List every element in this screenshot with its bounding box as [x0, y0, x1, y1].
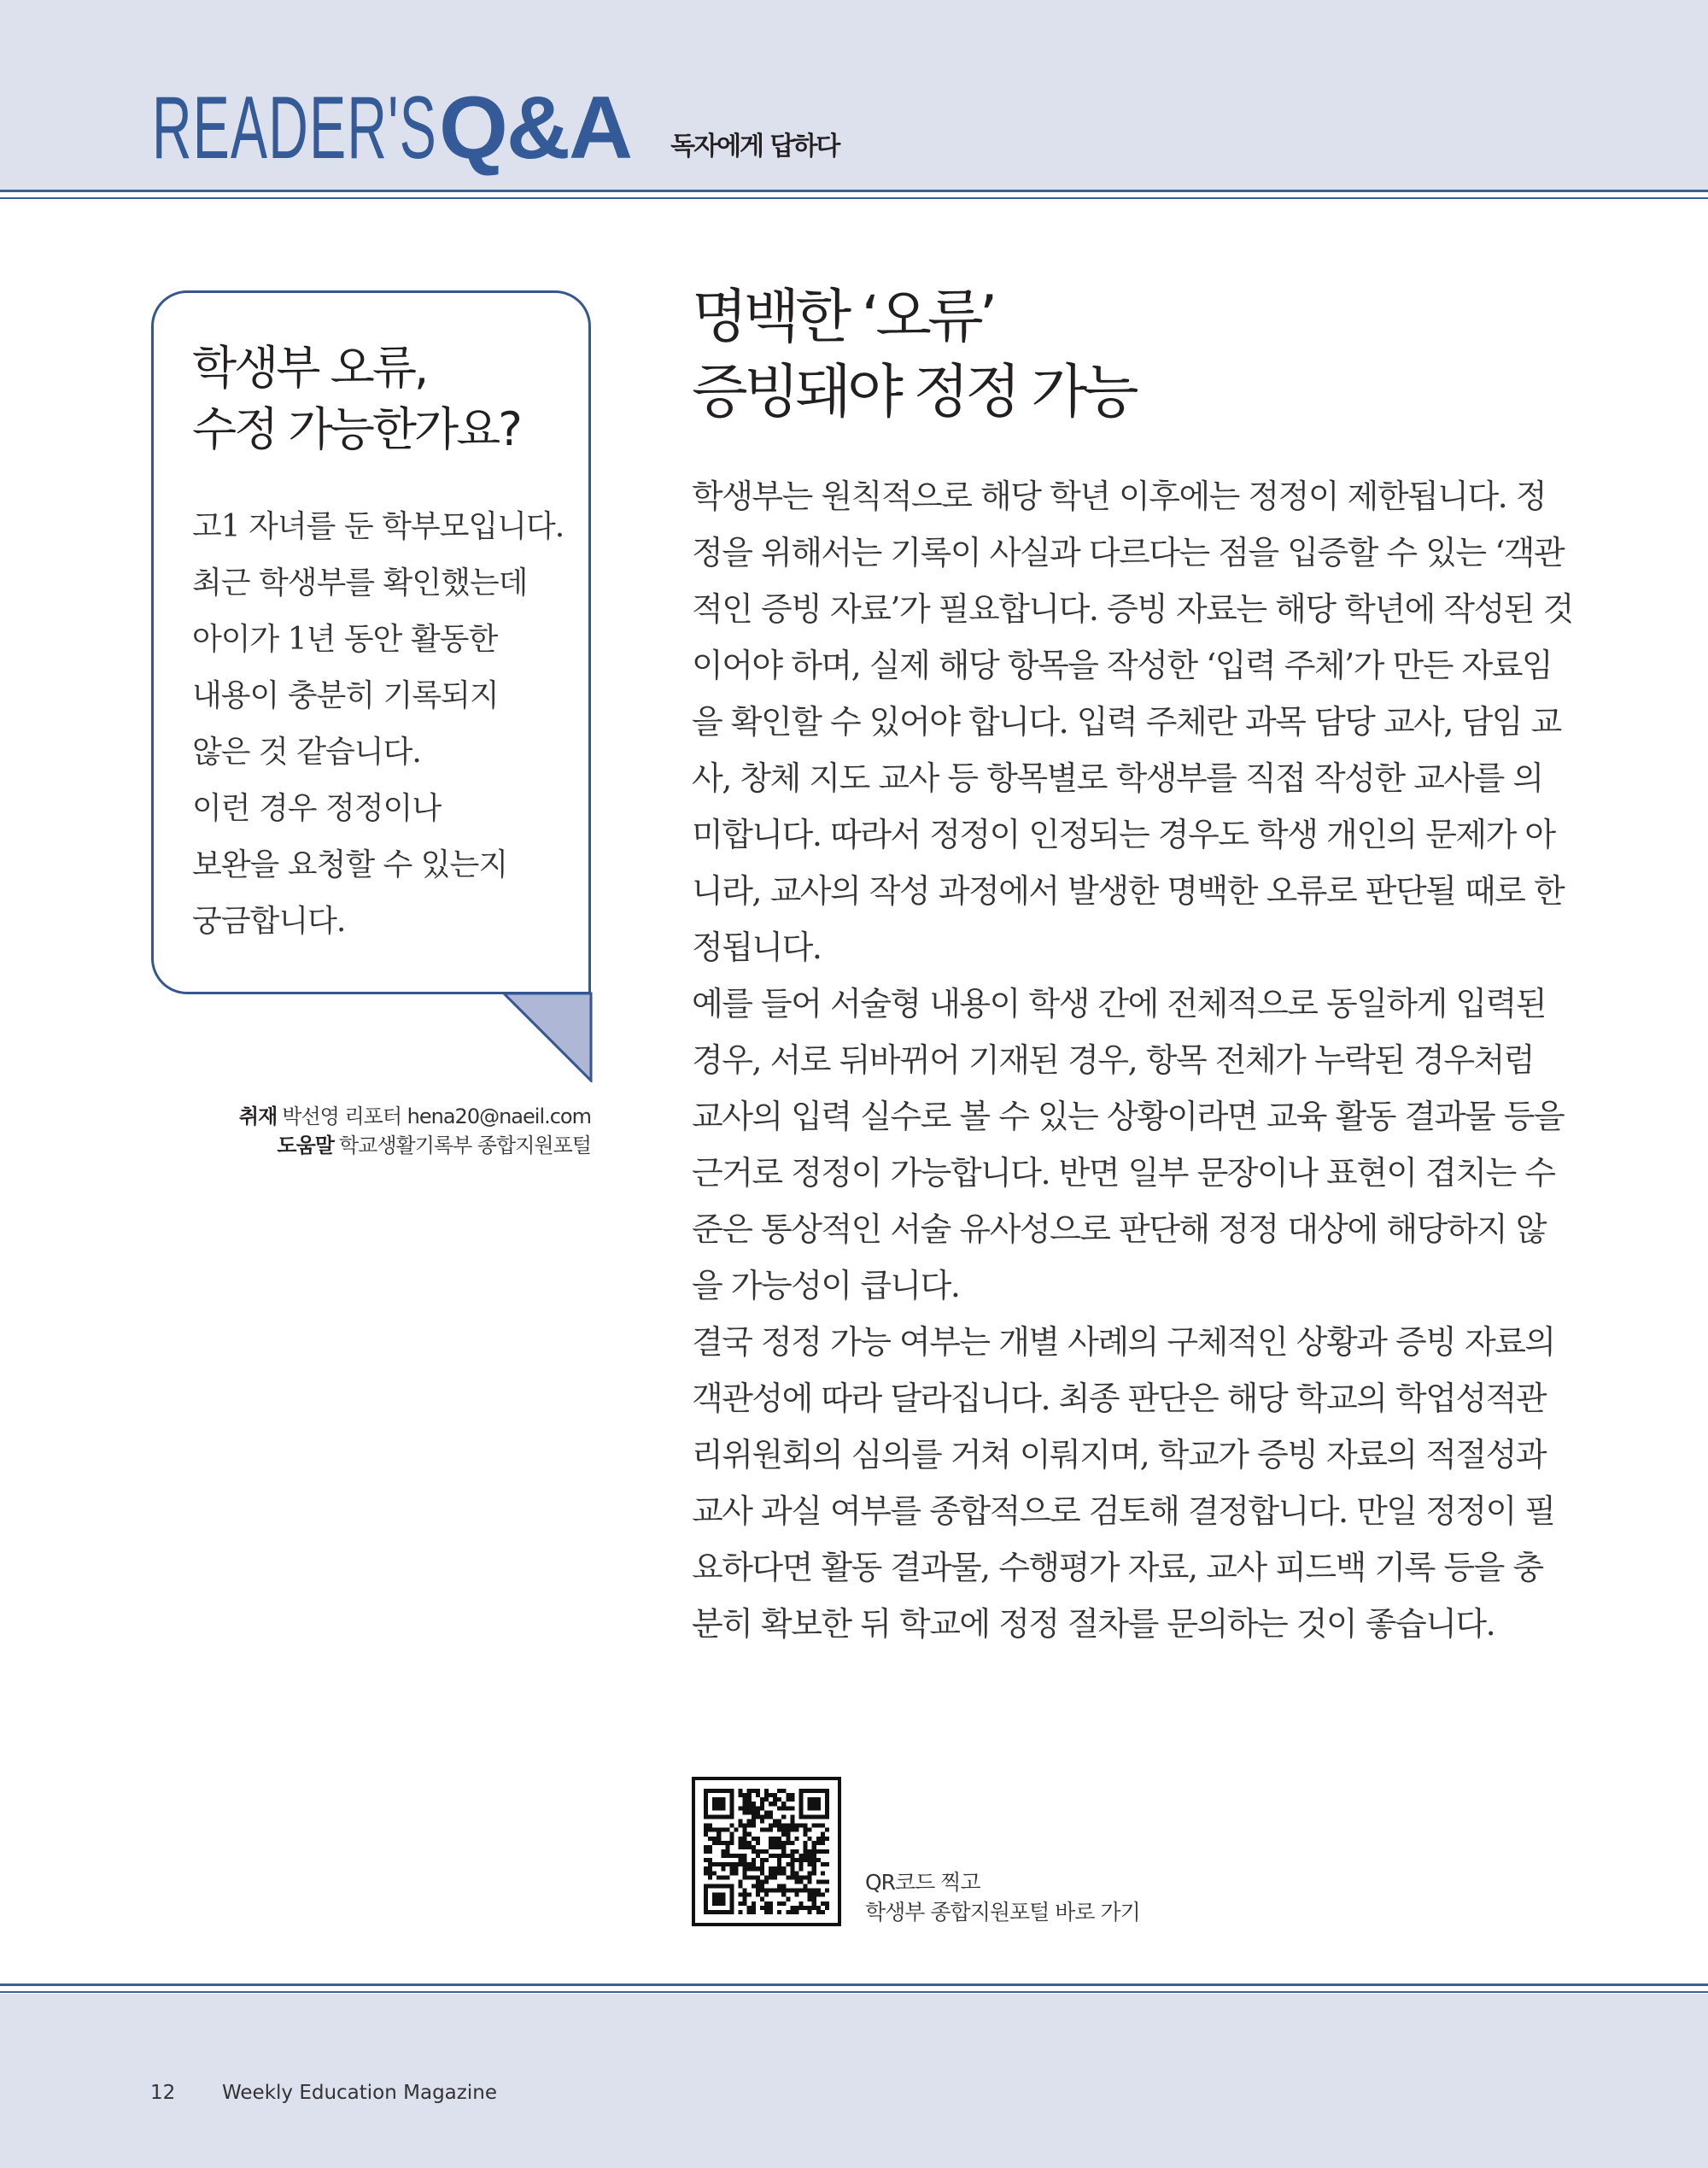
answer-body-line: 요하다면 활동 결과물, 수행평가 자료, 교사 피드백 기록 등을 충 [692, 1549, 1543, 1586]
answer-body-line: 경우, 서로 뒤바뀌어 기재된 경우, 항목 전체가 누락된 경우처럼 [692, 1041, 1534, 1079]
header-rule-thin [0, 197, 1708, 199]
question-title-line: 학생부 오류, [192, 341, 427, 395]
answer-body-line: 니라, 교사의 작성 과정에서 발생한 명백한 오류로 판단될 때로 한 [692, 872, 1565, 910]
credit-value: 학교생활기록부 종합지원포털 [338, 1134, 591, 1157]
credit-label: 도움말 [277, 1134, 334, 1157]
question-body-line: 이런 경우 정정이나 [192, 791, 442, 826]
header-rule [0, 190, 1708, 192]
answer-body-line: 교사 과실 여부를 종합적으로 검토해 결정합니다. 만일 정정이 필 [692, 1492, 1555, 1530]
answer-title-line: 명백한 ‘오류’ [692, 284, 994, 351]
footer-rule-thin [0, 1991, 1708, 1993]
answer-body [692, 468, 1573, 1652]
question-title-line: 수정 가능한가요? [192, 402, 520, 456]
footer-rule [0, 1983, 1708, 1986]
answer-body-line: 사, 창체 지도 교사 등 항목별로 학생부를 직접 작성한 교사를 의 [692, 759, 1543, 797]
answer-body-line: 적인 증빙 자료’가 필요합니다. 증빙 자료는 해당 학년에 작성된 것 [692, 590, 1573, 628]
section-brand [152, 79, 839, 178]
answer-body-line: 분히 확보한 뒤 학교에 정정 절차를 문의하는 것이 좋습니다. [692, 1605, 1495, 1643]
answer-body-line: 예를 들어 서술형 내용이 학생 간에 전체적으로 동일하게 입력된 [692, 985, 1547, 1022]
qr-caption [865, 1867, 1140, 1927]
answer-body-line: 미합니다. 따라서 정정이 인정되는 경우도 학생 개인의 문제가 아 [692, 816, 1555, 853]
question-body-line: 고1 자녀를 둔 학부모입니다. [192, 509, 564, 544]
page-number: 12 [150, 2082, 176, 2104]
answer-body-line: 교사의 입력 실수로 볼 수 있는 상황이라면 교육 활동 결과물 등을 [692, 1098, 1565, 1135]
answer-body-line: 을 확인할 수 있어야 합니다. 입력 주체란 과목 담당 교사, 담임 교 [692, 703, 1561, 741]
answer-body-line: 이어야 하며, 실제 해당 항목을 작성한 ‘입력 주체’가 만든 자료임 [692, 647, 1553, 684]
speech-bubble-tail [502, 992, 593, 1082]
answer-body-line: 객관성에 따라 달라집니다. 최종 판단은 해당 학교의 학업성적관 [692, 1380, 1547, 1417]
answer-body-line: 결국 정정 가능 여부는 개별 사례의 구체적인 상황과 증빙 자료의 [692, 1323, 1555, 1361]
answer-body-line: 정을 위해서는 기록이 사실과 다르다는 점을 입증할 수 있는 ‘객관 [692, 534, 1565, 571]
answer-body-line: 정됩니다. [692, 929, 822, 966]
question-body-line: 보완을 요청할 수 있는지 [192, 847, 508, 882]
credit-help [239, 1131, 591, 1160]
question-body-line: 궁금합니다. [192, 904, 346, 939]
answer-body-line: 을 가능성이 큽니다. [692, 1267, 960, 1304]
credits [239, 1102, 591, 1160]
credit-value: 박선영 리포터 hena20@naeil.com [282, 1105, 591, 1128]
question-title [192, 337, 520, 460]
qr-caption-line: 학생부 종합지원포털 바로 가기 [865, 1900, 1140, 1925]
footer-band [0, 1994, 1708, 2168]
question-body [192, 499, 564, 950]
answer-body-line: 리위원회의 심의를 거쳐 이뤄지며, 학교가 증빙 자료의 적절성과 [692, 1436, 1547, 1474]
answer-title [692, 280, 1135, 431]
answer-body-line: 준은 통상적인 서술 유사성으로 판단해 정정 대상에 해당하지 않 [692, 1210, 1547, 1248]
answer-body-line: 근거로 정정이 가능합니다. 반면 일부 문장이나 표현이 겹치는 수 [692, 1154, 1555, 1192]
question-body-line: 최근 학생부를 확인했는데 [192, 565, 528, 601]
answer-body-line: 학생부는 원칙적으로 해당 학년 이후에는 정정이 제한됩니다. 정 [692, 478, 1547, 515]
question-body-line: 아이가 1년 동안 활동한 [192, 622, 498, 657]
credit-label: 취재 [238, 1105, 278, 1128]
qr-caption-line: QR코드 찍고 [865, 1870, 980, 1895]
credit-reporter [239, 1102, 591, 1131]
brand-light: READER'S [152, 79, 437, 178]
magazine-name: Weekly Education Magazine [222, 2082, 497, 2104]
qr-code [692, 1777, 841, 1926]
brand-bold: Q&A [439, 79, 632, 178]
question-body-line: 내용이 충분히 기록되지 [192, 678, 499, 713]
question-body-line: 않은 것 같습니다. [192, 735, 421, 770]
section-subtitle: 독자에게 답하다 [670, 132, 839, 161]
answer-title-line: 증빙돼야 정정 가능 [692, 359, 1135, 426]
